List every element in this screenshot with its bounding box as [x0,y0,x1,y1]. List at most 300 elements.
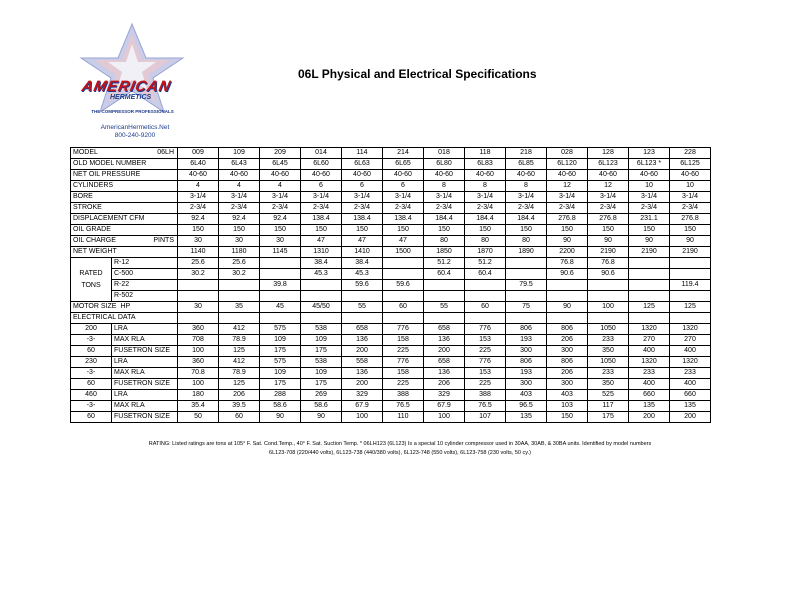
spec-cell: 30 [178,236,219,247]
rated-tons-cell: 119.4 [670,280,711,291]
electrical-group-cell: 60 [71,412,112,423]
spec-cell: 1870 [465,247,506,258]
empty-cell [342,313,383,324]
rated-tons-cell [588,280,629,291]
electrical-cell: 538 [301,357,342,368]
electrical-cell: 206 [547,368,588,379]
spec-cell: 6 [342,181,383,192]
spec-row [71,159,711,170]
rated-tons-cell: 38.4 [301,258,342,269]
spec-cell: 1890 [506,247,547,258]
spec-label-cell [71,225,178,236]
rated-tons-cell: 45.3 [342,269,383,280]
electrical-cell: 35.4 [178,401,219,412]
spec-cell: 150 [342,225,383,236]
electrical-cell: 776 [383,324,424,335]
rated-tons-cell [465,291,506,302]
rated-tons-cell [547,280,588,291]
motor-size-cell: 90 [547,302,588,313]
spec-cell: 150 [424,225,465,236]
spec-cell: 3-1/4 [178,192,219,203]
electrical-row-label: MAX RLA [112,335,178,346]
electrical-cell: 412 [219,324,260,335]
spec-cell: 150 [465,225,506,236]
spec-cell: 40-60 [629,170,670,181]
refrigerant-label: R-22 [112,280,178,291]
electrical-cell: 412 [219,357,260,368]
spec-cell: 6L123 * [629,159,670,170]
rated-tons-cell: 60.4 [465,269,506,280]
spec-cell: 184.4 [424,214,465,225]
electrical-cell: 806 [547,357,588,368]
electrical-cell: 329 [342,390,383,401]
electrical-group-cell: -3- [71,368,112,379]
logo-tagline: THE COMPRESSOR PROFESSIONALS [91,109,174,114]
spec-label: NET WEIGHT [73,248,117,255]
rated-tons-cell [342,291,383,302]
spec-label-cell [71,192,178,203]
motor-size-cell: 125 [670,302,711,313]
spec-cell: 150 [260,225,301,236]
spec-cell: 150 [629,225,670,236]
spec-cell: 2200 [547,247,588,258]
spec-cell: 6L125 [670,159,711,170]
model-cell: 028 [547,148,588,159]
electrical-cell: 776 [383,357,424,368]
spec-cell: 90 [547,236,588,247]
spec-cell: 80 [424,236,465,247]
spec-cell: 47 [342,236,383,247]
electrical-cell: 175 [301,379,342,390]
rated-tons-cell: 39.8 [260,280,301,291]
rated-tons-cell [547,291,588,302]
spec-cell: 12 [588,181,629,192]
electrical-cell: 388 [383,390,424,401]
electrical-cell: 200 [342,346,383,357]
electrical-cell: 538 [301,324,342,335]
spec-cell: 6L40 [178,159,219,170]
electrical-cell: 100 [424,412,465,423]
empty-cell [178,313,219,324]
rated-tons-cell [424,280,465,291]
electrical-row [71,335,711,346]
tons-label: TONS [81,281,101,289]
refrigerant-label: R-12 [112,258,178,269]
rated-tons-cell [629,269,670,280]
spec-row [71,236,711,247]
spec-cell: 10 [670,181,711,192]
electrical-cell: 158 [383,335,424,346]
rated-tons-cell [629,291,670,302]
model-label-cell [71,148,178,159]
spec-label: DISPLACEMENT CFM [73,215,145,222]
electrical-cell: 1050 [588,324,629,335]
rated-tons-cell: 30.2 [219,269,260,280]
electrical-cell: 200 [670,412,711,423]
model-cell: 018 [424,148,465,159]
electrical-cell: 136 [342,335,383,346]
electrical-cell: 175 [260,346,301,357]
empty-cell [670,313,711,324]
electrical-cell: 288 [260,390,301,401]
spec-cell: 3-1/4 [383,192,424,203]
electrical-cell: 360 [178,324,219,335]
spec-cell: 8 [465,181,506,192]
spec-cell: 150 [219,225,260,236]
electrical-cell: 270 [670,335,711,346]
spec-label-cell [71,159,178,170]
electrical-cell: 660 [629,390,670,401]
spec-label-cell [71,214,178,225]
spec-cell: 150 [506,225,547,236]
spec-cell: 2-3/4 [670,203,711,214]
refrigerant-label: R-502 [112,291,178,302]
footnote-line-2: 6L123-708 (220/440 volts), 6L123-738 (440/380 volts), 6L123-748 (550 volts), 6L123-758 (230 volts, 50 cy.) [269,450,531,456]
spec-cell: 47 [301,236,342,247]
electrical-cell: 270 [629,335,670,346]
motor-size-cell: 125 [629,302,670,313]
model-cell: 209 [260,148,301,159]
rated-tons-cell: 90.6 [588,269,629,280]
electrical-cell: 100 [178,379,219,390]
spec-cell: 47 [383,236,424,247]
spec-cell: 3-1/4 [629,192,670,203]
spec-cell: 90 [670,236,711,247]
spec-cell: 150 [383,225,424,236]
electrical-group-cell: 60 [71,379,112,390]
rated-tons-cell [670,269,711,280]
electrical-cell: 206 [219,390,260,401]
electrical-cell: 76.5 [465,401,506,412]
motor-size-unit: HP [120,303,131,310]
rated-tons-cell [219,291,260,302]
electrical-cell: 300 [547,346,588,357]
electrical-cell: 708 [178,335,219,346]
electrical-cell: 206 [547,335,588,346]
spec-cell: 1850 [424,247,465,258]
electrical-cell: 403 [547,390,588,401]
model-cell: 228 [670,148,711,159]
spec-cell: 92.4 [178,214,219,225]
footnote-line-1: RATING: Listed ratings are tons at 105° F. Sat. Cond.Temp., 40° F. Sat. Suction Temp. * 06LH123 (6L123) Is a special 10 cylinder compressor used in 30AA, 30AB, & 30BA units. Identified by model numbers [148,441,652,447]
electrical-cell: 1320 [670,324,711,335]
spec-cell: 4 [178,181,219,192]
spec-cell: 184.4 [465,214,506,225]
page-title: 06L Physical and Electrical Specifications [298,67,537,81]
electrical-cell: 96.5 [506,401,547,412]
electrical-cell: 125 [219,346,260,357]
spec-cell: 12 [547,181,588,192]
electrical-cell: 525 [588,390,629,401]
spec-cell: 90 [629,236,670,247]
electrical-cell: 135 [629,401,670,412]
electrical-row [71,379,711,390]
spec-row [71,170,711,181]
rated-tons-cell [219,280,260,291]
electrical-cell: 70.8 [178,368,219,379]
spec-cell: 3-1/4 [219,192,260,203]
spec-cell: 2-3/4 [465,203,506,214]
motor-size-cell: 45/50 [301,302,342,313]
model-cell: 218 [506,148,547,159]
electrical-cell: 110 [383,412,424,423]
electrical-group-cell: -3- [71,401,112,412]
spec-cell: 1310 [301,247,342,258]
electrical-cell: 575 [260,324,301,335]
rated-tons-row [71,280,711,291]
spec-cell: 40-60 [219,170,260,181]
electrical-cell: 200 [342,379,383,390]
spec-cell: 40-60 [383,170,424,181]
spec-cell: 2-3/4 [424,203,465,214]
electrical-cell: 158 [383,368,424,379]
electrical-cell: 400 [670,346,711,357]
electrical-cell: 135 [670,401,711,412]
spec-cell: 3-1/4 [547,192,588,203]
spec-cell: 1410 [342,247,383,258]
refrigerant-label: C-500 [112,269,178,280]
electrical-cell: 233 [588,335,629,346]
spec-row [71,247,711,258]
spec-row [71,214,711,225]
electrical-cell: 388 [465,390,506,401]
electrical-cell: 206 [424,379,465,390]
spec-label-cell [71,203,178,214]
electrical-cell: 225 [383,379,424,390]
rated-tons-cell: 25.6 [178,258,219,269]
rated-tons-cell: 76.8 [547,258,588,269]
spec-cell: 40-60 [588,170,629,181]
spec-cell: 92.4 [219,214,260,225]
electrical-cell: 400 [629,346,670,357]
spec-cell: 6L80 [424,159,465,170]
rated-tons-cell [301,280,342,291]
spec-cell: 92.4 [260,214,301,225]
electrical-cell: 776 [465,357,506,368]
electrical-cell: 109 [301,335,342,346]
spec-cell: 40-60 [301,170,342,181]
electrical-cell: 107 [465,412,506,423]
electrical-cell: 269 [301,390,342,401]
spec-cell: 2-3/4 [629,203,670,214]
rated-tons-cell: 60.4 [424,269,465,280]
electrical-cell: 1320 [670,357,711,368]
spec-cell: 231.1 [629,214,670,225]
electrical-row [71,390,711,401]
spec-cell: 3-1/4 [588,192,629,203]
rated-tons-cell [588,291,629,302]
rated-tons-cell: 79.5 [506,280,547,291]
spec-cell: 3-1/4 [465,192,506,203]
rated-tons-cell: 25.6 [219,258,260,269]
spec-unit: PINTS [153,237,174,244]
spec-label-cell [71,247,178,258]
electrical-cell: 225 [383,346,424,357]
electrical-cell: 153 [465,335,506,346]
electrical-row-label: LRA [112,357,178,368]
electrical-cell: 233 [588,368,629,379]
spec-cell: 6L45 [260,159,301,170]
electrical-group-cell: 60 [71,346,112,357]
electrical-cell: 329 [424,390,465,401]
electrical-row [71,357,711,368]
electrical-cell: 90 [260,412,301,423]
rated-tons-cell [260,291,301,302]
spec-cell: 40-60 [424,170,465,181]
spec-row [71,225,711,236]
spec-cell: 3-1/4 [506,192,547,203]
electrical-cell: 225 [465,379,506,390]
electrical-cell: 67.9 [424,401,465,412]
rated-tons-cell: 76.8 [588,258,629,269]
spec-cell: 276.8 [670,214,711,225]
spec-cell: 150 [588,225,629,236]
spec-cell: 150 [547,225,588,236]
spec-cell: 138.4 [383,214,424,225]
electrical-cell: 300 [547,379,588,390]
electrical-row-label: FUSETRON SIZE [112,346,178,357]
spec-cell: 6L83 [465,159,506,170]
electrical-header-row [71,313,711,324]
rated-tons-cell: 51.2 [424,258,465,269]
spec-cell: 6L123 [588,159,629,170]
rated-tons-cell [383,258,424,269]
electrical-cell: 1320 [629,324,670,335]
spec-cell: 2-3/4 [342,203,383,214]
electrical-cell: 658 [424,324,465,335]
model-cell: 114 [342,148,383,159]
rated-tons-cell [260,258,301,269]
electrical-cell: 225 [465,346,506,357]
motor-size-cell: 35 [219,302,260,313]
motor-size-label: MOTOR SIZE [73,303,117,310]
spec-cell: 6L85 [506,159,547,170]
spec-cell: 80 [506,236,547,247]
spec-row [71,192,711,203]
spec-cell: 2-3/4 [219,203,260,214]
electrical-cell: 806 [506,357,547,368]
electrical-cell: 193 [506,335,547,346]
electrical-cell: 200 [629,412,670,423]
motor-size-cell: 55 [424,302,465,313]
electrical-row [71,324,711,335]
electrical-cell: 117 [588,401,629,412]
logo-website: AmericanHermetics.Net [100,124,170,131]
spec-cell: 2-3/4 [506,203,547,214]
electrical-cell: 400 [629,379,670,390]
electrical-cell: 39.5 [219,401,260,412]
model-label: MODEL [73,149,98,156]
electrical-group-cell: -3- [71,335,112,346]
electrical-cell: 125 [219,379,260,390]
spec-cell: 150 [178,225,219,236]
spec-label: NET OIL PRESSURE [73,171,141,178]
spec-cell: 2190 [588,247,629,258]
electrical-cell: 100 [178,346,219,357]
spec-label: OIL GRADE [73,226,111,233]
rated-tons-cell: 45.3 [301,269,342,280]
electrical-cell: 109 [301,368,342,379]
spec-cell: 2-3/4 [547,203,588,214]
motor-size-cell: 55 [342,302,383,313]
motor-size-cell: 100 [588,302,629,313]
electrical-cell: 658 [342,324,383,335]
rated-tons-cell [301,291,342,302]
rated-tons-cell: 51.2 [465,258,506,269]
electrical-cell: 67.9 [342,401,383,412]
spec-label: CYLINDERS [73,182,114,189]
electrical-row-label: FUSETRON SIZE [112,379,178,390]
rated-tons-cell [629,280,670,291]
spec-cell: 2-3/4 [260,203,301,214]
spec-cell: 3-1/4 [424,192,465,203]
spec-label-cell [71,170,178,181]
electrical-cell: 776 [465,324,506,335]
electrical-cell: 175 [260,379,301,390]
electrical-row-label: LRA [112,324,178,335]
rated-tons-cell: 90.6 [547,269,588,280]
electrical-group-cell: 230 [71,357,112,368]
model-row [71,148,711,159]
spec-cell: 3-1/4 [301,192,342,203]
electrical-cell: 109 [260,335,301,346]
rated-tons-cell [424,291,465,302]
rated-tons-cell: 59.6 [383,280,424,291]
footnotes [70,440,730,458]
rated-tons-cell [178,291,219,302]
spec-cell: 80 [465,236,506,247]
rated-tons-cell [383,269,424,280]
rated-tons-cell: 30.2 [178,269,219,280]
spec-label-cell [71,181,178,192]
spec-cell: 4 [219,181,260,192]
electrical-cell: 153 [465,368,506,379]
motor-size-cell: 60 [465,302,506,313]
logo-brand-text: AMERICAN [80,78,173,95]
electrical-row-label: MAX RLA [112,368,178,379]
specifications-table [70,147,711,423]
motor-size-label-cell [71,302,178,313]
empty-cell [547,313,588,324]
spec-cell: 2190 [670,247,711,258]
spec-cell: 3-1/4 [260,192,301,203]
spec-cell: 30 [219,236,260,247]
spec-label-cell [71,236,178,247]
electrical-cell: 60 [219,412,260,423]
spec-cell: 1145 [260,247,301,258]
electrical-cell: 136 [424,335,465,346]
electrical-cell: 193 [506,368,547,379]
electrical-cell: 360 [178,357,219,368]
empty-cell [629,313,670,324]
rated-tons-cell: 38.4 [342,258,383,269]
spec-cell: 6L65 [383,159,424,170]
spec-cell: 1140 [178,247,219,258]
electrical-data-label: ELECTRICAL DATA [71,313,178,324]
electrical-row [71,401,711,412]
spec-label: STROKE [73,204,102,211]
rated-tons-cell [506,269,547,280]
electrical-row-label: FUSETRON SIZE [112,412,178,423]
electrical-cell: 806 [547,324,588,335]
rated-tons-cell: 59.6 [342,280,383,291]
electrical-row [71,368,711,379]
spec-cell: 150 [670,225,711,236]
spec-cell: 2-3/4 [383,203,424,214]
empty-cell [383,313,424,324]
logo-phone: 800-240-9200 [114,132,156,139]
electrical-cell: 180 [178,390,219,401]
